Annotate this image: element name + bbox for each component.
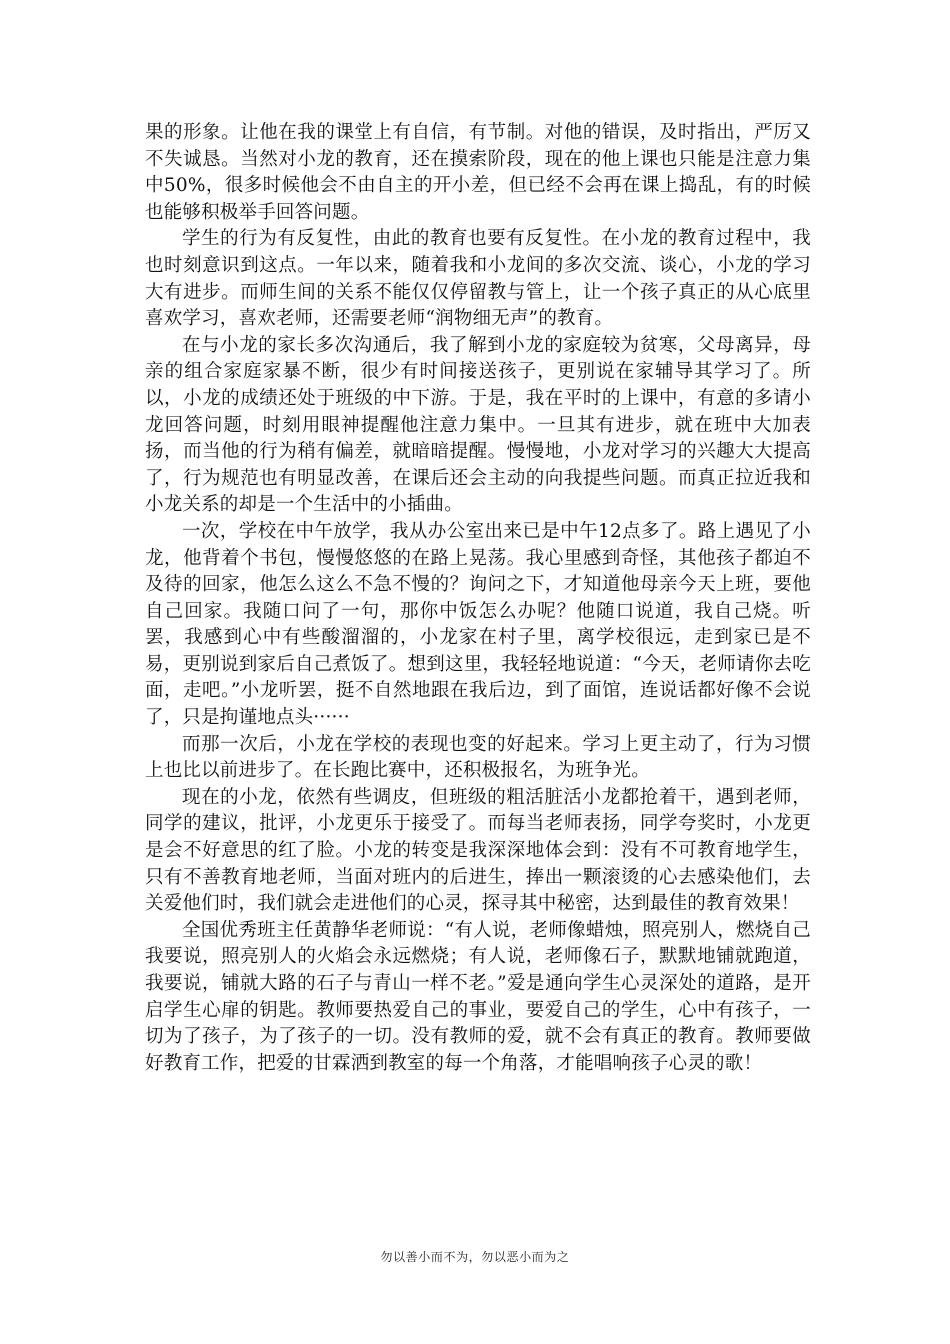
paragraph-5: 而那一次后，小龙在学校的表现也变的好起来。学习上更主动了，行为习惯上也比以前进步了。在长跑比赛中，还积极报名，为班争光。 — [145, 733, 811, 782]
paragraph-3: 在与小龙的家长多次沟通后，我了解到小龙的家庭较为贫寒，父母离异，母亲的组合家庭家暴不断，很少有时间接送孩子，更别说在家辅导其学习了。所以，小龙的成绩还处于班级的中下游。于是，我在平时的上课中，有意的多请小龙回答问题，时刻用眼神提醒他注意力集中。一旦其有进步，就在班中大加表扬，而当他的行为稍有偏差，就暗暗提醒。慢慢地，小龙对学习的兴趣大大提高了，行为规范也有明显改善，在课后还会主动的向我提些问题。而真正拉近我和小龙关系的却是一个生活中的小插曲。 — [145, 334, 811, 516]
paragraph-7: 全国优秀班主任黄静华老师说：“有人说，老师像蜡烛，照亮别人，燃烧自己我要说，照亮别人的火焰会永远燃烧；有人说，老师像石子，默默地铺就跑道，我要说，铺就大路的石子与青山一样不老。”爱是通向学生心灵深处的道路，是开启学生心扉的钥匙。教师要热爱自己的事业，要爱自己的学生，心中有孩子，一切为了孩子，为了孩子的一切。没有教师的爱，就不会有真正的教育。教师要做好教育工作，把爱的甘霖洒到教室的每一个角落，才能唱响孩子心灵的歌！ — [145, 919, 811, 1074]
paragraph-4: 一次，学校在中午放学，我从办公室出来已是中午12点多了。路上遇见了小龙，他背着个书包，慢慢悠悠的在路上晃荡。我心里感到奇怪，其他孩子都迫不及待的回家，他怎么这么不急不慢的？询问之下，才知道他母亲今天上班，要他自己回家。我随口问了一句，那你中饭怎么办呢？他随口说道，我自己烧。听罢，我感到心中有些酸溜溜的，小龙家在村子里，离学校很远，走到家已是不易，更别说到家后自己煮饭了。想到这里，我轻轻地说道：“今天，老师请你去吃面，走吧。”小龙听罢，挺不自然地跟在我后边，到了面馆，连说话都好像不会说了，只是拘谨地点头······ — [145, 520, 811, 729]
paragraph-6: 现在的小龙，依然有些调皮，但班级的粗活脏活小龙都抢着干，遇到老师，同学的建议，批评，小龙更乐于接受了。而每当老师表扬，同学夸奖时，小龙更是会不好意思的红了脸。小龙的转变是我深深地体会到：没有不可教育地学生，只有不善教育地老师，当面对班内的后进生，捧出一颗滚烫的心去感染他们，去关爱他们时，我们就会走进他们的心灵，探寻其中秘密，达到最佳的教育效果！ — [145, 786, 811, 915]
page-footer: 勿以善小而不为，勿以恶小而为之 — [380, 1250, 570, 1264]
paragraph-2: 学生的行为有反复性，由此的教育也要有反复性。在小龙的教育过程中，我也时刻意识到这点。一年以来，随着我和小龙间的多次交流、谈心，小龙的学习大有进步。而师生间的关系不能仅仅停留教与管上，让一个孩子真正的从心底里喜欢学习，喜欢老师，还需要老师“润物细无声”的教育。 — [145, 228, 811, 330]
document-body — [145, 120, 811, 1077]
paragraph-1: 果的形象。让他在我的课堂上有自信，有节制。对他的错误，及时指出，严厉又不失诚恳。当然对小龙的教育，还在摸索阶段，现在的他上课也只能是注意力集中50%，很多时候他会不由自主的开小差，但已经不会再在课上捣乱，有的时候也能够积极举手回答问题。 — [145, 122, 811, 223]
